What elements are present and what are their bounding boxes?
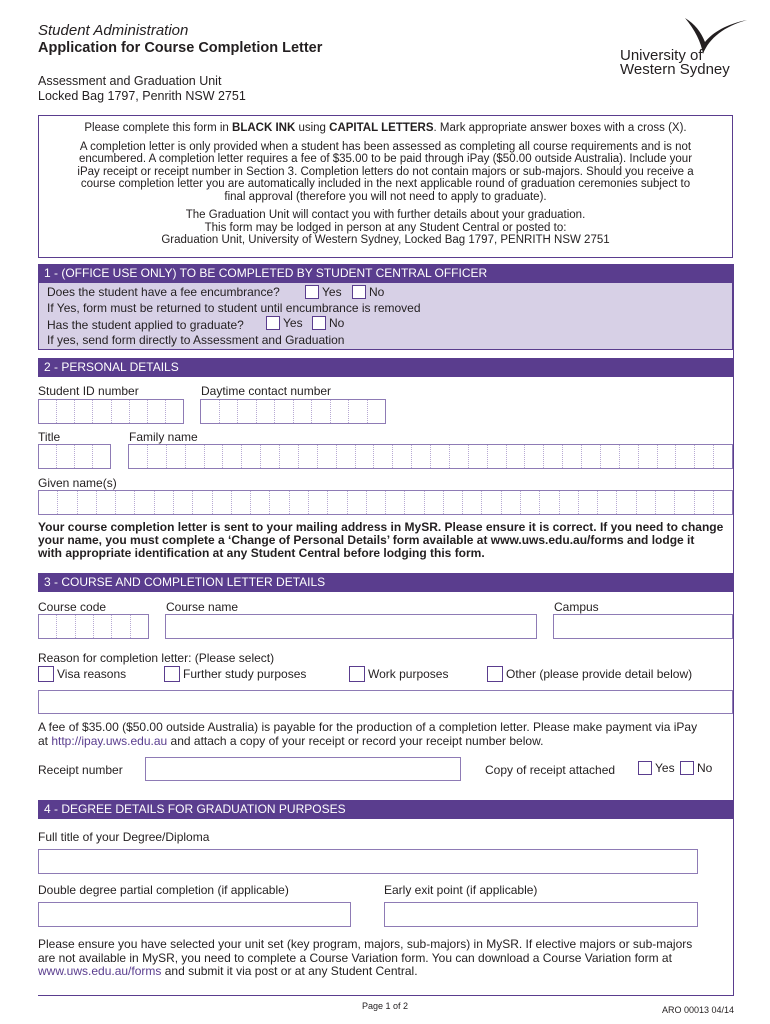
university-logo-text <box>620 49 730 77</box>
double-degree-input[interactable] <box>38 902 351 927</box>
no-label: No <box>369 285 385 299</box>
yes-label: Yes <box>322 285 342 299</box>
unit-note-line3: www.uws.edu.au/forms and submit it via post or at any Student Central. <box>38 964 418 978</box>
work-label: Work purposes <box>368 667 449 681</box>
receipt-number-input[interactable] <box>145 757 461 781</box>
double-degree-label: Double degree partial completion (if applicable) <box>38 883 289 897</box>
intro-completion-info: A completion letter is only provided when a student has been assessed as completing all course requirements and is not encumbered. A completion letter requires a fee of $35.00 to be paid through iPay ($50.00 outside Australia). Include your iPay receipt or receipt number in Section 3. Completion letters do not contain majors or sub-majors. Should you receive a course completion letter you are automatically included in the next applicable round of graduation ceremonies subject to final approval (therefore you will not need to apply to graduate). <box>77 140 694 203</box>
encumbrance-note: If Yes, form must be returned to student until encumbrance is removed <box>47 301 421 315</box>
copy-receipt-label: Copy of receipt attached <box>485 763 616 777</box>
other-checkbox[interactable] <box>487 666 503 682</box>
section4-header: 4 - DEGREE DETAILS FOR GRADUATION PURPOSES <box>38 800 733 819</box>
yes-label: Yes <box>283 316 303 330</box>
given-names-label: Given name(s) <box>38 476 117 490</box>
title-label: Title <box>38 430 61 444</box>
graduate-no-option[interactable] <box>312 316 344 330</box>
unit-note-line2: are not available in MySR, you need to complete a Course Variation form. You can download a Course Variation form at <box>38 950 672 965</box>
page-number: Page 1 of 2 <box>362 1001 409 1011</box>
encumbrance-no-checkbox[interactable] <box>352 285 366 299</box>
given-names-input[interactable] <box>38 490 733 515</box>
section1-header: 1 - (OFFICE USE ONLY) TO BE COMPLETED BY STUDENT CENTRAL OFFICER <box>38 264 733 283</box>
page-title: Application for Course Completion Letter <box>38 40 323 56</box>
no-label: No <box>329 316 345 330</box>
course-name-label: Course name <box>166 600 239 614</box>
visa-checkbox[interactable] <box>38 666 54 682</box>
yes-label: Yes <box>655 761 675 775</box>
family-name-label: Family name <box>129 430 198 444</box>
encumbrance-yes-option[interactable] <box>305 285 342 299</box>
fee-note-line2: at http://ipay.uws.edu.au and attach a copy of your receipt or record your receipt number below. <box>38 733 544 748</box>
family-name-input[interactable] <box>128 444 733 469</box>
campus-input[interactable] <box>553 614 733 639</box>
unit-note-line1: Please ensure you have selected your unit set (key program, majors, sub-majors) in MySR. If elective majors or sub-majors <box>38 937 693 951</box>
title-input[interactable] <box>38 444 111 469</box>
study-label: Further study purposes <box>183 667 307 681</box>
study-checkbox[interactable] <box>164 666 180 682</box>
course-code-label: Course code <box>38 600 107 614</box>
early-exit-input[interactable] <box>384 902 698 927</box>
form-code: ARO 00013 04/14 <box>662 1005 735 1015</box>
address-line1: Assessment and Graduation Unit <box>38 74 222 88</box>
mailing-note-line2: your name, you must complete a ‘Change of Personal Details’ form available at www.uws.edu.au/forms and lodge it <box>38 533 695 547</box>
header-subtitle: Student Administration <box>38 22 189 39</box>
logo-line1: University of <box>620 47 703 64</box>
copy-yes-checkbox[interactable] <box>638 761 652 775</box>
bottom-border-line <box>38 995 734 996</box>
reason-work-option[interactable] <box>349 666 448 682</box>
graduate-note: If yes, send form directly to Assessment and Graduation <box>47 333 345 347</box>
mailing-note-line1: Your course completion letter is sent to your mailing address in MySR. Please ensure it is correct. If you need to change <box>38 520 724 534</box>
graduate-yes-option[interactable] <box>266 316 303 330</box>
encumbrance-yes-checkbox[interactable] <box>305 285 319 299</box>
intro-box <box>38 115 733 258</box>
degree-title-label: Full title of your Degree/Diploma <box>38 830 210 844</box>
graduate-question: Has the student applied to graduate? <box>47 318 244 332</box>
daytime-contact-label: Daytime contact number <box>201 384 332 398</box>
receipt-number-label: Receipt number <box>38 763 123 777</box>
reason-other-option[interactable] <box>487 666 692 682</box>
other-detail-input[interactable] <box>38 690 733 714</box>
course-name-input[interactable] <box>165 614 537 639</box>
address-line2: Locked Bag 1797, Penrith NSW 2751 <box>38 89 246 103</box>
graduate-no-checkbox[interactable] <box>312 316 326 330</box>
campus-label: Campus <box>554 600 599 614</box>
forms-link[interactable]: www.uws.edu.au/forms <box>38 964 162 978</box>
other-label: Other (please provide detail below) <box>506 667 693 681</box>
encumbrance-question: Does the student have a fee encumbrance? <box>47 285 280 299</box>
course-code-input[interactable] <box>38 614 149 639</box>
copy-receipt-yes-option[interactable] <box>638 761 675 775</box>
ipay-link[interactable]: http://ipay.uws.edu.au <box>51 733 168 748</box>
section3-header: 3 - COURSE AND COMPLETION LETTER DETAILS <box>38 573 733 592</box>
visa-label: Visa reasons <box>57 667 127 681</box>
logo-line2: Western Sydney <box>620 61 730 78</box>
reason-study-option[interactable] <box>164 666 306 682</box>
copy-receipt-no-option[interactable] <box>680 761 712 775</box>
graduate-yes-checkbox[interactable] <box>266 316 280 330</box>
unit-set-note <box>38 938 738 979</box>
student-id-input[interactable] <box>38 399 184 424</box>
student-id-label: Student ID number <box>38 384 139 398</box>
early-exit-label: Early exit point (if applicable) <box>384 883 538 897</box>
fee-note-line1: A fee of $35.00 ($50.00 outside Australia) is payable for the production of a completion letter. Please make payment via iPay <box>38 720 698 734</box>
copy-no-checkbox[interactable] <box>680 761 694 775</box>
intro-lodging-info: The Graduation Unit will contact you with further details about your graduation. This form may be lodged in person at any Student Central or posted to: Graduation Unit, University of Western Sydney, Locked Bag 1797, PENRITH NSW 2751 <box>161 209 610 246</box>
degree-title-input[interactable] <box>38 849 698 874</box>
mailing-address-note <box>38 521 738 560</box>
mailing-note-line3: with appropriate identification at any Student Central before lodging this form. <box>38 546 485 560</box>
section2-header: 2 - PERSONAL DETAILS <box>38 358 733 377</box>
reason-label: Reason for completion letter: (Please select) <box>38 651 275 665</box>
right-border-line <box>733 264 734 996</box>
no-label: No <box>697 761 713 775</box>
encumbrance-no-option[interactable] <box>352 285 384 299</box>
fee-note <box>38 721 738 748</box>
intro-instructions: Please complete this form in BLACK INK using CAPITAL LETTERS. Mark appropriate answer boxes with a cross (X). <box>84 122 687 134</box>
daytime-contact-input[interactable] <box>200 399 386 424</box>
work-checkbox[interactable] <box>349 666 365 682</box>
reason-visa-option[interactable] <box>38 666 126 682</box>
address <box>38 74 246 104</box>
